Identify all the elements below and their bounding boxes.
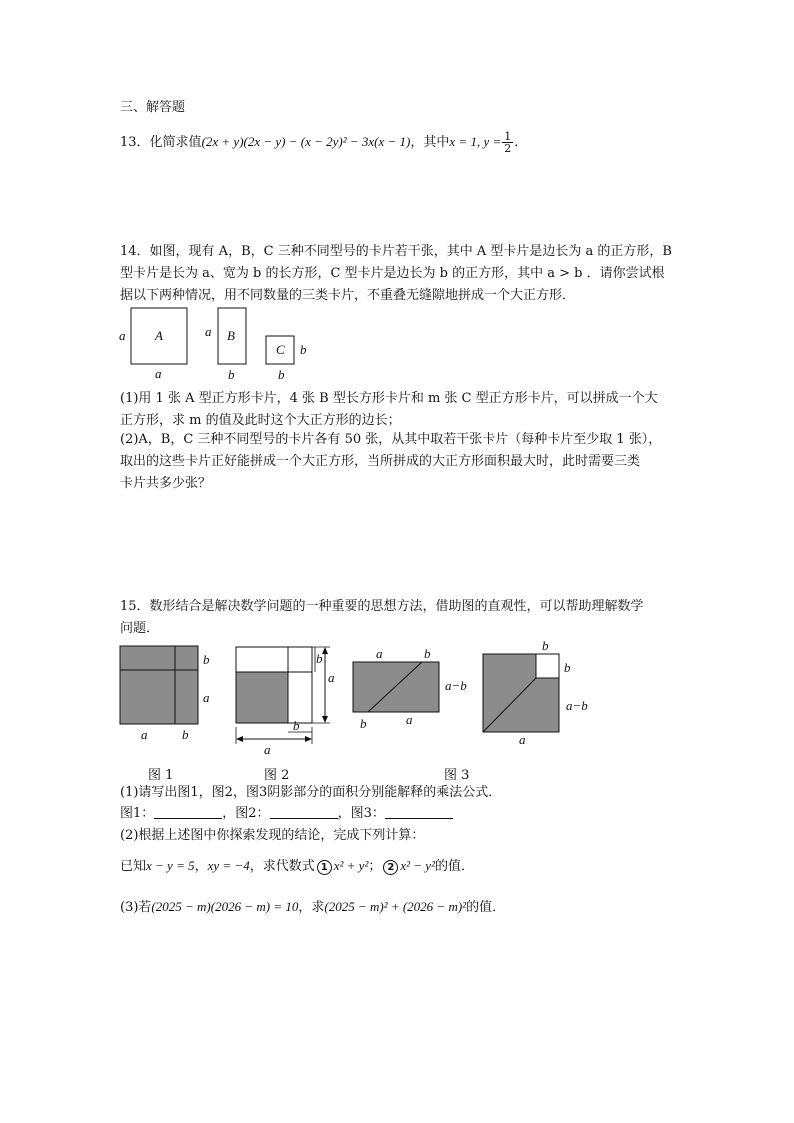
- q13-expression: (2x + y)(2x − y) − (x − 2y)² − 3x(x − 1): [201, 134, 411, 149]
- card-b-side-label: a: [205, 324, 212, 339]
- card-c-side-label: b: [300, 342, 307, 357]
- caption-figure-3: 图 3: [444, 768, 470, 783]
- caption-figure-1: 图 1: [148, 768, 174, 783]
- q13-number: 13．: [120, 135, 150, 150]
- q13-condition: x = 1, y =: [449, 134, 502, 149]
- q13-where: ，其中: [410, 135, 450, 150]
- card-a-label: A: [155, 328, 163, 343]
- q15-part2: (2)根据上述图中你探索发现的结论，完成下列计算：: [120, 828, 425, 843]
- q15-figure-3: [350, 640, 600, 748]
- fig2-label-a-right: a: [328, 670, 335, 685]
- q15-line-2: 问题．: [120, 621, 160, 636]
- circled-one: 1: [317, 860, 332, 875]
- q14-part2-line-3: 卡片共多少张？: [120, 476, 212, 491]
- fig3-label-a-bottom: a: [406, 712, 413, 727]
- q14-line-3: 据以下两种情况，用不同数量的三类卡片，不重叠无缝隙地拼成一个大正方形．: [120, 288, 576, 303]
- q14-part2-line-2: 取出的这些卡片正好能拼成一个大正方形，当所拼成的大正方形面积最大时，此时需要三类: [120, 454, 641, 469]
- q14-part2-line-1: (2)A，B，C 三种不同型号的卡片各有 50 张，从其中取若干张卡片（每种卡片至少取 1 张），: [120, 432, 662, 447]
- answer-blank-fig1[interactable]: [154, 806, 222, 819]
- card-c-label: C: [276, 342, 285, 357]
- fig1-label-b-bottom: b: [182, 727, 189, 742]
- q13-fraction: $\frac{1}{2}$: [504, 130, 512, 155]
- q15-given: 已知x − y = 5，xy = −4，求代数式 1 x² + y²； 2 x² − y²的值．: [120, 858, 474, 874]
- q13-lead: 化简求值: [149, 135, 202, 150]
- fig3-label-b-top: b: [424, 646, 431, 661]
- question-13: 13．化简求值(2x + y)(2x − y) − (x − 2y)² − 3x(x − 1)，其中x = 1, y = $\frac{1}{2}$ ．: [120, 130, 528, 155]
- card-b-bottom-label: b: [228, 367, 235, 382]
- fig2-label-b-right: b: [316, 651, 323, 666]
- section-title: 三、解答题: [120, 100, 186, 115]
- fig2-shaded-square: [236, 672, 288, 723]
- q15-answer-row: 图1： ，图2： ，图3：: [120, 805, 453, 823]
- fig3-label-b-side-right: b: [564, 660, 571, 675]
- caption-figure-2: 图 2: [264, 768, 290, 783]
- fig3-left-rectangle: [353, 662, 439, 712]
- fig3-label-b-top-right: b: [542, 638, 549, 653]
- q15-line-1: 15．数形结合是解决数学问题的一种重要的思想方法，借助图的直观性，可以帮助理解数学: [120, 599, 644, 614]
- fig3-label-amb-left: a−b: [445, 678, 467, 693]
- q15-figure-1: [120, 646, 220, 746]
- fig3-label-amb-right: a−b: [566, 698, 588, 713]
- fig1-label-b-right: b: [203, 652, 210, 667]
- answer-blank-fig3[interactable]: [385, 806, 453, 819]
- card-b-label: B: [227, 328, 235, 343]
- q14-cards-figure: [110, 300, 330, 390]
- card-a-side-label: a: [119, 328, 126, 343]
- fig3-label-b-bottom: b: [360, 716, 367, 731]
- answer-blank-fig2[interactable]: [270, 806, 338, 819]
- fig1-label-a-right: a: [203, 690, 210, 705]
- fig1-label-a-bottom: a: [141, 727, 148, 742]
- q14-line-2: 型卡片是长为 a、宽为 b 的长方形，C 型卡片是边长为 b 的正方形，其中 a > b ．请你尝试根: [120, 266, 665, 281]
- card-a-bottom-label: a: [155, 366, 162, 381]
- q14-part1-line-1: (1)用 1 张 A 型正方形卡片，4 张 B 型长方形卡片和 m 张 C 型正方形卡片，可以拼成一个大: [120, 391, 658, 406]
- q15-part3: (3)若(2025 − m)(2026 − m) = 10，求(2025 − m)² + (2026 − m)²的值．: [120, 899, 506, 915]
- q14-line-1: 14．如图，现有 A，B，C 三种不同型号的卡片若干张，其中 A 型卡片是边长为 a 的正方形，B: [120, 244, 672, 259]
- card-c-bottom-label: b: [278, 367, 285, 382]
- fig3-label-a-top: a: [376, 646, 383, 661]
- fig3-right-white-corner: [536, 654, 559, 678]
- q14-part1-line-2: 正方形，求 m 的值及此时这个大正方形的边长；: [120, 413, 401, 428]
- fig1-square: [120, 646, 198, 724]
- circled-two: 2: [383, 860, 398, 875]
- fig2-label-b-bottom: b: [293, 718, 300, 733]
- q15-figure-2: [230, 644, 350, 756]
- q15-part1: (1)请写出图1，图2，图3阴影部分的面积分别能解释的乘法公式．: [120, 785, 502, 800]
- fig2-label-a-bottom: a: [264, 742, 271, 757]
- fig3-label-a-bottom-right: a: [519, 732, 526, 747]
